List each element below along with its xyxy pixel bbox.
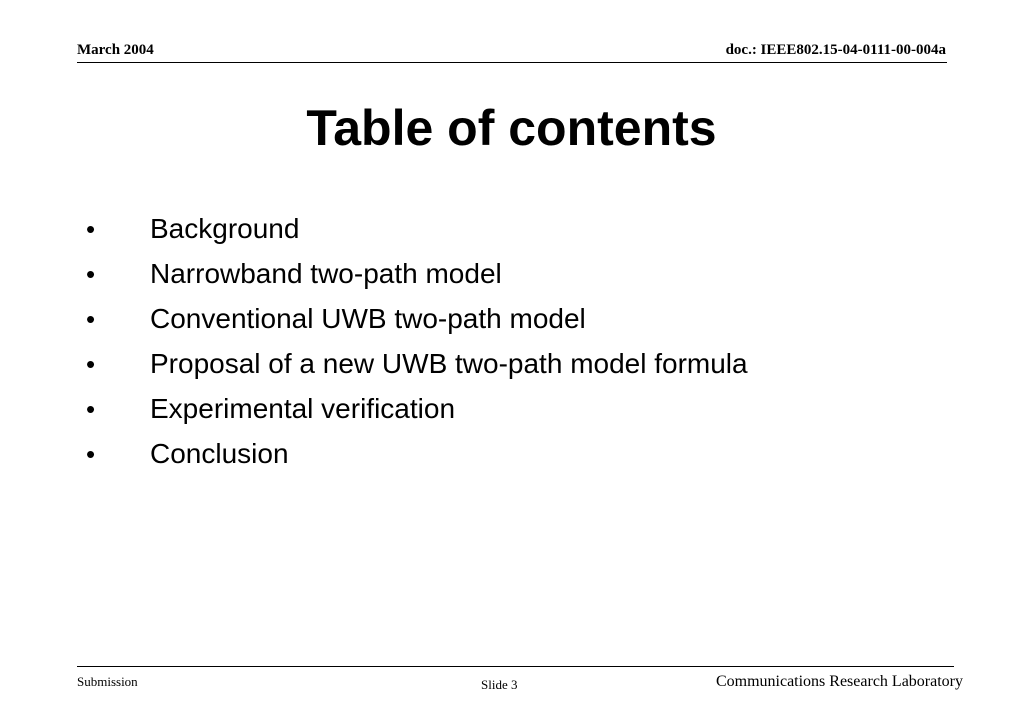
- footer-organization: Communications Research Laboratory: [715, 673, 963, 690]
- list-item: [86, 386, 748, 431]
- slide-title: Table of contents: [306, 100, 717, 156]
- slide-number: Slide 3: [481, 677, 518, 692]
- bullet-icon: •: [86, 394, 96, 424]
- list-item-text: Narrowband two-path model: [150, 258, 502, 289]
- bullet-icon: •: [86, 349, 96, 379]
- list-item: [86, 431, 748, 476]
- bullet-icon: •: [86, 259, 96, 289]
- bullet-icon: •: [86, 304, 96, 334]
- footer-submission: Submission: [77, 674, 138, 689]
- header-doc-id: doc.: IEEE802.15-04-0111-00-004a: [725, 42, 946, 58]
- list-item-text: Background: [150, 213, 300, 244]
- list-item: [86, 206, 748, 251]
- header-divider: [77, 62, 947, 63]
- list-item-text: Conclusion: [150, 438, 289, 469]
- list-item-text: Conventional UWB two-path model: [150, 303, 586, 334]
- list-item: [86, 341, 748, 386]
- bullet-icon: •: [86, 439, 96, 469]
- list-item-text: Proposal of a new UWB two-path model formula: [150, 348, 748, 379]
- footer-divider: [77, 666, 954, 667]
- contents-list: [86, 206, 748, 476]
- bullet-icon: •: [86, 214, 96, 244]
- list-item: [86, 251, 748, 296]
- list-item: [86, 296, 748, 341]
- list-item-text: Experimental verification: [150, 393, 456, 424]
- header-date: March 2004: [77, 42, 154, 58]
